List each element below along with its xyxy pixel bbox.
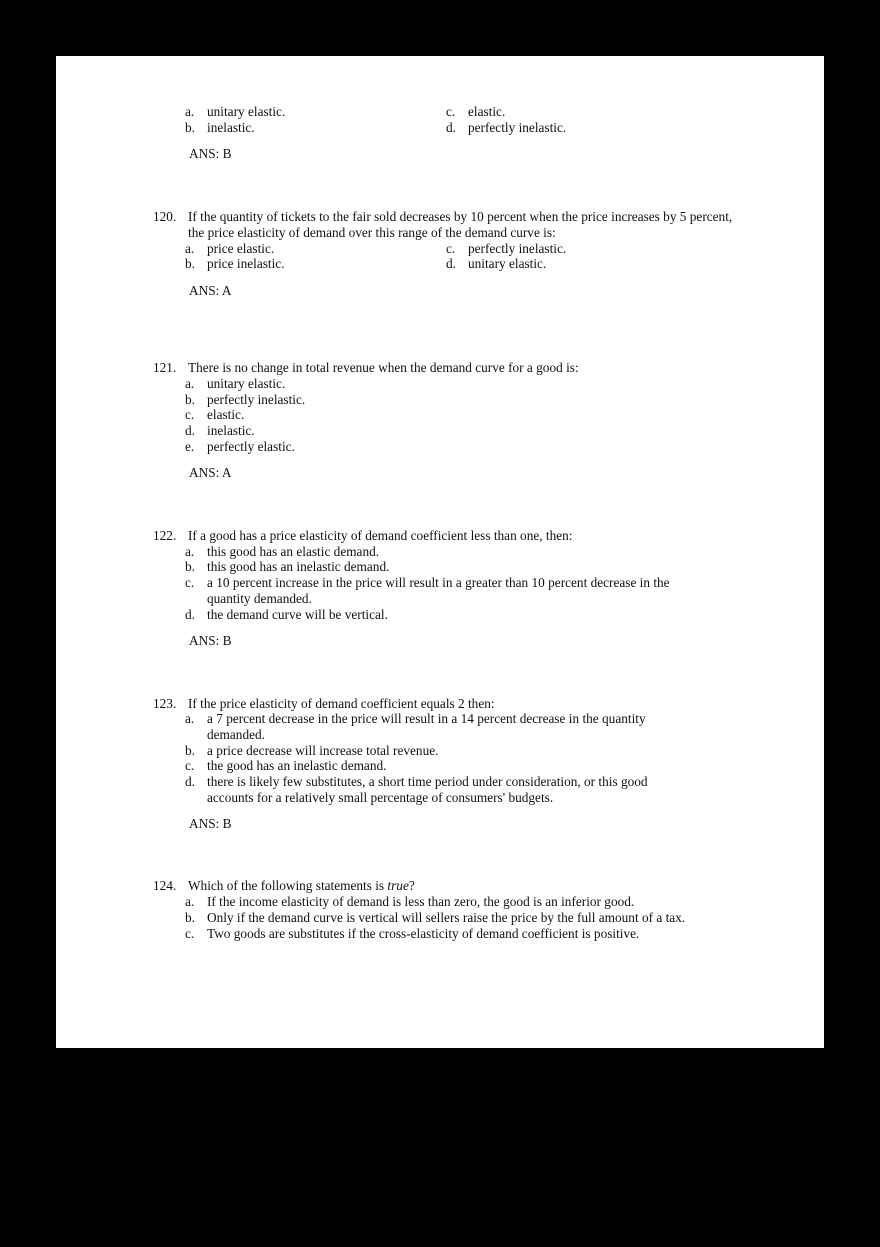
option-letter: b. [185,120,195,135]
option-letter: c. [446,104,456,119]
option-text: perfectly inelastic. [468,241,567,256]
answer-key: ANS: B [189,146,232,161]
option-letter: b. [185,392,195,407]
option-text: elastic. [207,407,245,422]
question-number: 121. [153,360,177,375]
option-text: the good has an inelastic demand. [207,758,387,773]
option-letter: c. [185,758,195,773]
question-stem: If the price elasticity of demand coefficient equals 2 then: [188,696,495,711]
option-text: perfectly elastic. [207,439,295,454]
option-text: Only if the demand curve is vertical will sellers raise the price by the full amount of a tax. [207,910,686,925]
option-text: a price decrease will increase total revenue. [207,743,439,758]
option-text: price elastic. [207,241,275,256]
stem-text: Which of the following statements is [188,878,388,893]
option-letter: c. [185,926,195,941]
option-letter: b. [185,256,195,271]
option-text: unitary elastic. [207,104,286,119]
option-letter: b. [185,910,195,925]
option-letter: b. [185,743,195,758]
option-letter: c. [185,575,195,590]
question-number: 120. [153,209,177,224]
option-letter: e. [185,439,195,454]
option-text: unitary elastic. [468,256,547,271]
option-letter: d. [446,256,456,271]
question-number: 123. [153,696,177,711]
answer-key: ANS: A [189,283,232,298]
option-text: inelastic. [207,120,255,135]
option-text-continued: quantity demanded. [207,591,312,606]
option-text: perfectly inelastic. [468,120,567,135]
option-text: a 10 percent increase in the price will result in a greater than 10 percent decrease in the [207,575,670,590]
option-text: inelastic. [207,423,255,438]
option-text: Two goods are substitutes if the cross-elasticity of demand coefficient is positive. [207,926,640,941]
option-text: this good has an elastic demand. [207,544,380,559]
stem-punctuation: ? [408,878,415,893]
option-text: there is likely few substitutes, a short time period under consideration, or this good [207,774,648,789]
option-letter: a. [185,544,195,559]
option-letter: d. [185,607,195,622]
question-stem [188,878,415,894]
option-text: If the income elasticity of demand is less than zero, the good is an inferior good. [207,894,635,909]
option-text: unitary elastic. [207,376,286,391]
option-letter: a. [185,894,195,909]
option-text-continued: demanded. [207,727,265,742]
answer-key: ANS: B [189,633,232,648]
option-text: elastic. [468,104,506,119]
question-stem: If the quantity of tickets to the fair sold decreases by 10 percent when the price increases by 5 percent, [188,209,733,224]
question-number: 122. [153,528,177,543]
option-letter: d. [185,423,195,438]
answer-key: ANS: A [189,465,232,480]
question-stem: There is no change in total revenue when the demand curve for a good is: [188,360,579,375]
option-letter: c. [446,241,456,256]
option-letter: b. [185,559,195,574]
option-text: the demand curve will be vertical. [207,607,388,622]
question-number: 124. [153,878,177,893]
option-letter: a. [185,376,195,391]
option-text: this good has an inelastic demand. [207,559,390,574]
option-text: perfectly inelastic. [207,392,306,407]
question-stem: If a good has a price elasticity of demand coefficient less than one, then: [188,528,573,543]
answer-key: ANS: B [189,816,232,831]
option-text-continued: accounts for a relatively small percentage of consumers' budgets. [207,790,554,805]
question-stem-continued: the price elasticity of demand over this range of the demand curve is: [188,225,556,240]
option-letter: a. [185,104,195,119]
option-letter: d. [185,774,195,789]
document-page [56,56,824,1048]
option-letter: d. [446,120,456,135]
option-text: a 7 percent decrease in the price will result in a 14 percent decrease in the quantity [207,711,646,726]
option-text: price inelastic. [207,256,285,271]
option-letter: a. [185,711,195,726]
stem-emphasis: true [387,878,409,893]
option-letter: a. [185,241,195,256]
option-letter: c. [185,407,195,422]
